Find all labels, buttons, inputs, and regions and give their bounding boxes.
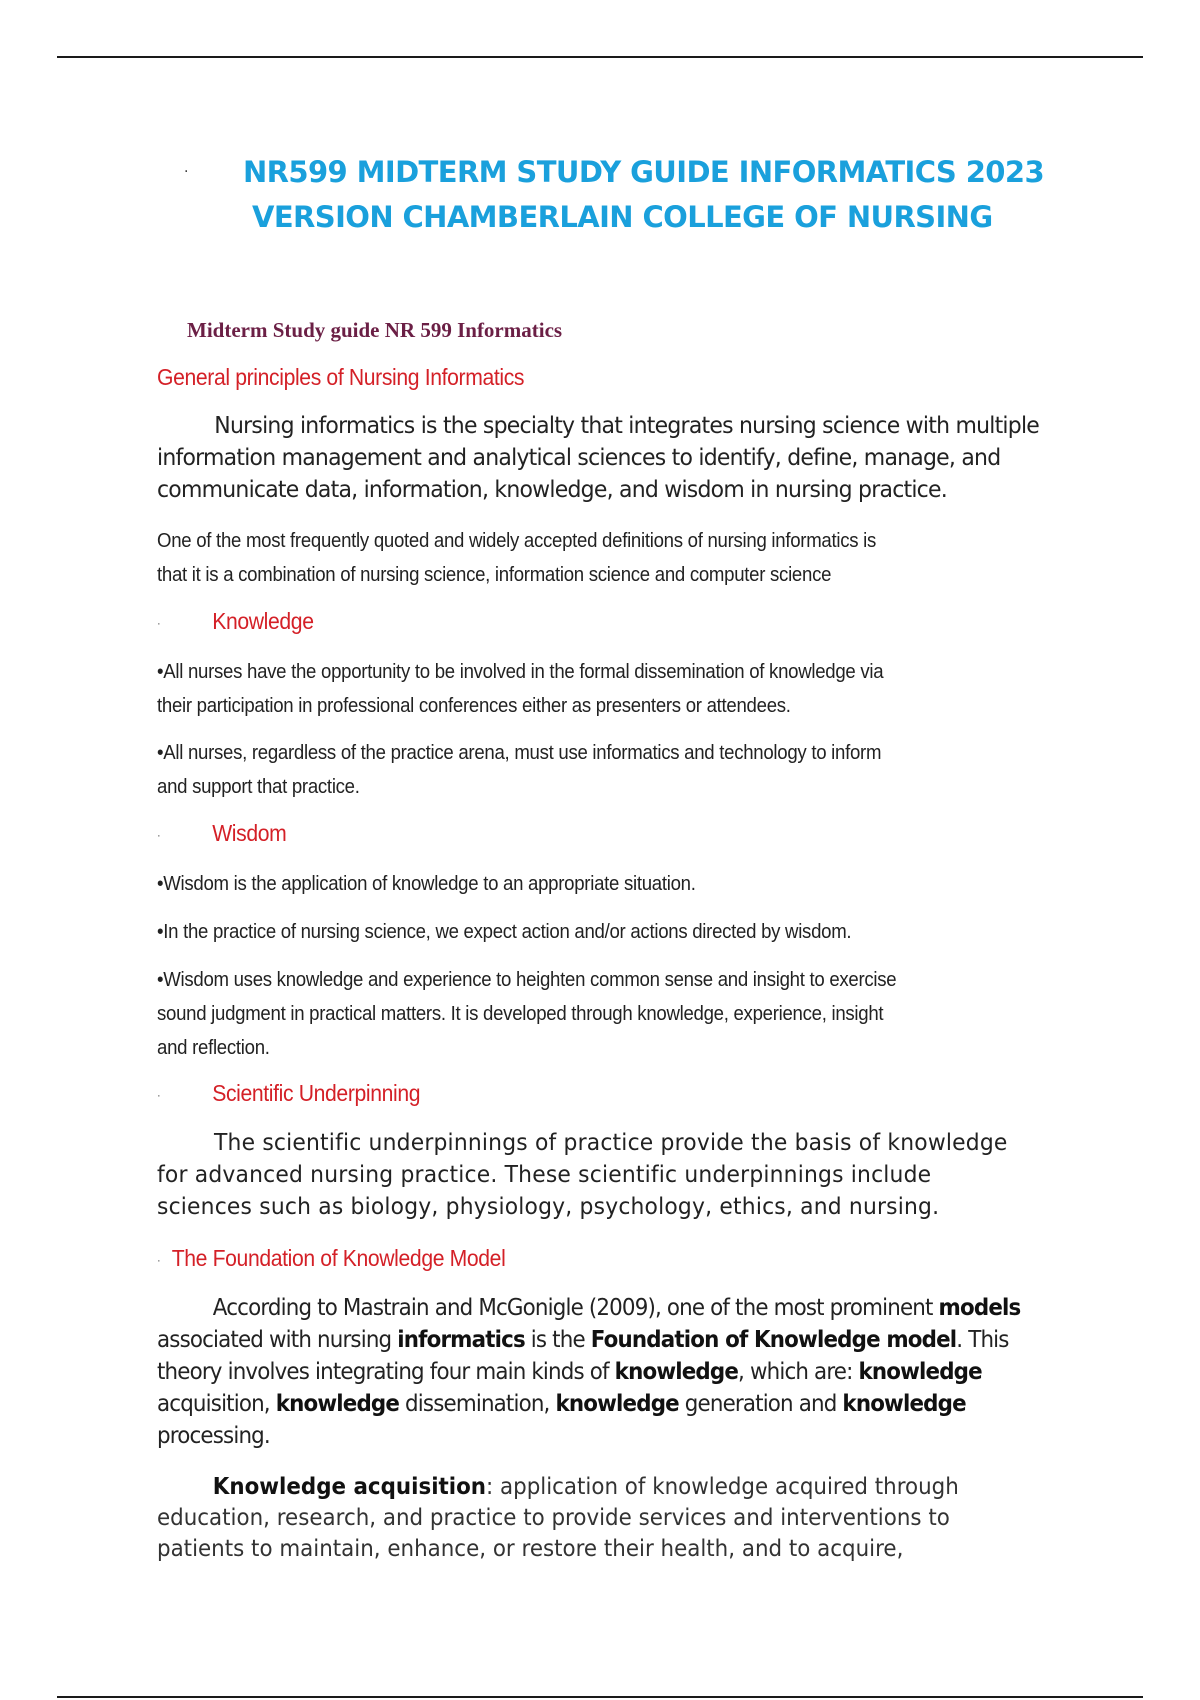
text-line: for advanced nursing practice. These scientific underpinnings include [157, 1162, 932, 1188]
document-title [184, 150, 1090, 240]
paragraph-foundation [157, 1292, 1087, 1452]
text-span: According to Mastrain and McGonigle (2009), one of the most prominent [212, 1295, 939, 1321]
heading-general-principles [157, 364, 524, 391]
text-span: dissemination, [399, 1391, 556, 1417]
text-line: their participation in professional conferences either as presenters or attendees. [157, 695, 791, 717]
text-line: sound judgment in practical matters. It is developed through knowledge, experience, insight [157, 1003, 884, 1025]
bold-term: knowledge [842, 1391, 966, 1417]
text-span: associated with nursing [157, 1327, 398, 1353]
bold-term: Foundation of Knowledge model [590, 1327, 957, 1353]
text-line: sciences such as biology, physiology, psychology, ethics, and nursing. [157, 1194, 940, 1220]
bullet-icon: · [157, 827, 161, 842]
text-line [157, 1472, 1096, 1503]
bullet-icon: · [157, 615, 161, 630]
text-line [157, 1292, 1087, 1324]
heading-text: General principles of Nursing Informatics [157, 364, 525, 390]
text-line: •In the practice of nursing science, we expect action and/or actions directed by wisdom. [157, 921, 852, 943]
paragraph-definition [157, 524, 1087, 592]
text-line: •All nurses, regardless of the practice arena, must use informatics and technology to inform [157, 742, 882, 764]
text-line: •Wisdom uses knowledge and experience to heighten common sense and insight to exercise [157, 969, 897, 991]
text-span: theory involves integrating four main kinds of [157, 1359, 615, 1385]
title-line-2: VERSION CHAMBERLAIN COLLEGE OF NURSING [252, 200, 993, 234]
text-line: communicate data, information, knowledge, and wisdom in nursing practice. [157, 477, 947, 503]
heading-foundation-of-knowledge [157, 1245, 505, 1272]
heading-text: The Foundation of Knowledge Model [171, 1245, 506, 1271]
heading-text: Scientific Underpinning [212, 1080, 421, 1106]
heading-text: Knowledge [212, 608, 314, 634]
bold-term: informatics [397, 1327, 525, 1353]
text-line [157, 1388, 1087, 1420]
title-line-1: NR599 MIDTERM STUDY GUIDE INFORMATICS 2023 [243, 155, 1045, 189]
text-line: education, research, and practice to provide services and interventions to [157, 1505, 950, 1531]
top-rule [57, 56, 1143, 58]
wisdom-point-2 [157, 915, 1087, 949]
heading-text: Wisdom [212, 820, 287, 846]
text-line [157, 1127, 1069, 1159]
bold-term: knowledge [555, 1391, 679, 1417]
text-line [157, 1324, 1087, 1356]
text-span: is the [524, 1327, 591, 1353]
bold-term: knowledge [858, 1359, 982, 1385]
knowledge-point-2 [157, 736, 1087, 804]
text-span: : application of knowledge acquired through [486, 1474, 959, 1500]
text-line [157, 1356, 1087, 1388]
bold-term: knowledge [614, 1359, 739, 1385]
heading-wisdom [157, 820, 286, 847]
heading-knowledge [157, 608, 314, 635]
text-line [157, 410, 1074, 442]
bottom-rule [57, 1696, 1143, 1698]
text-line: and reflection. [157, 1037, 270, 1059]
bold-term: models [938, 1295, 1021, 1321]
bullet-icon: · [157, 1087, 161, 1102]
bullet-icon: · [157, 1252, 161, 1267]
text-span: acquisition, [157, 1391, 276, 1417]
text-span: , which are: [738, 1359, 859, 1385]
text-line: and support that practice. [157, 776, 360, 798]
title-bullet: · [184, 164, 188, 180]
bold-term: Knowledge acquisition [212, 1474, 487, 1500]
heading-scientific-underpinning [157, 1080, 420, 1107]
paragraph-knowledge-acquisition [157, 1472, 1096, 1565]
text-span: The scientific underpinnings of practice provide the basis of knowledge [214, 1130, 1008, 1156]
text-line: information management and analytical sciences to identify, define, manage, and [157, 445, 1001, 471]
document-subtitle: Midterm Study guide NR 599 Informatics [187, 318, 563, 342]
text-span: . This [956, 1327, 1009, 1353]
text-line: •All nurses have the opportunity to be involved in the formal dissemination of knowledge via [157, 661, 884, 683]
wisdom-point-1 [157, 867, 1087, 901]
text-line: •Wisdom is the application of knowledge to an appropriate situation. [157, 873, 696, 895]
text-line: processing. [157, 1423, 270, 1449]
text-line: patients to maintain, enhance, or restore their health, and to acquire, [157, 1536, 904, 1562]
knowledge-point-1 [157, 655, 1087, 723]
bold-term: knowledge [275, 1391, 400, 1417]
paragraph-intro [157, 410, 1074, 506]
wisdom-point-3 [157, 963, 1087, 1065]
text-line: One of the most frequently quoted and widely accepted definitions of nursing informatics is [157, 530, 877, 552]
text-line: that it is a combination of nursing science, information science and computer science [157, 564, 832, 586]
paragraph-scientific [157, 1127, 1069, 1223]
text-span: Nursing informatics is the specialty that integrates nursing science with multiple [214, 413, 1040, 439]
text-span: generation and [678, 1391, 843, 1417]
